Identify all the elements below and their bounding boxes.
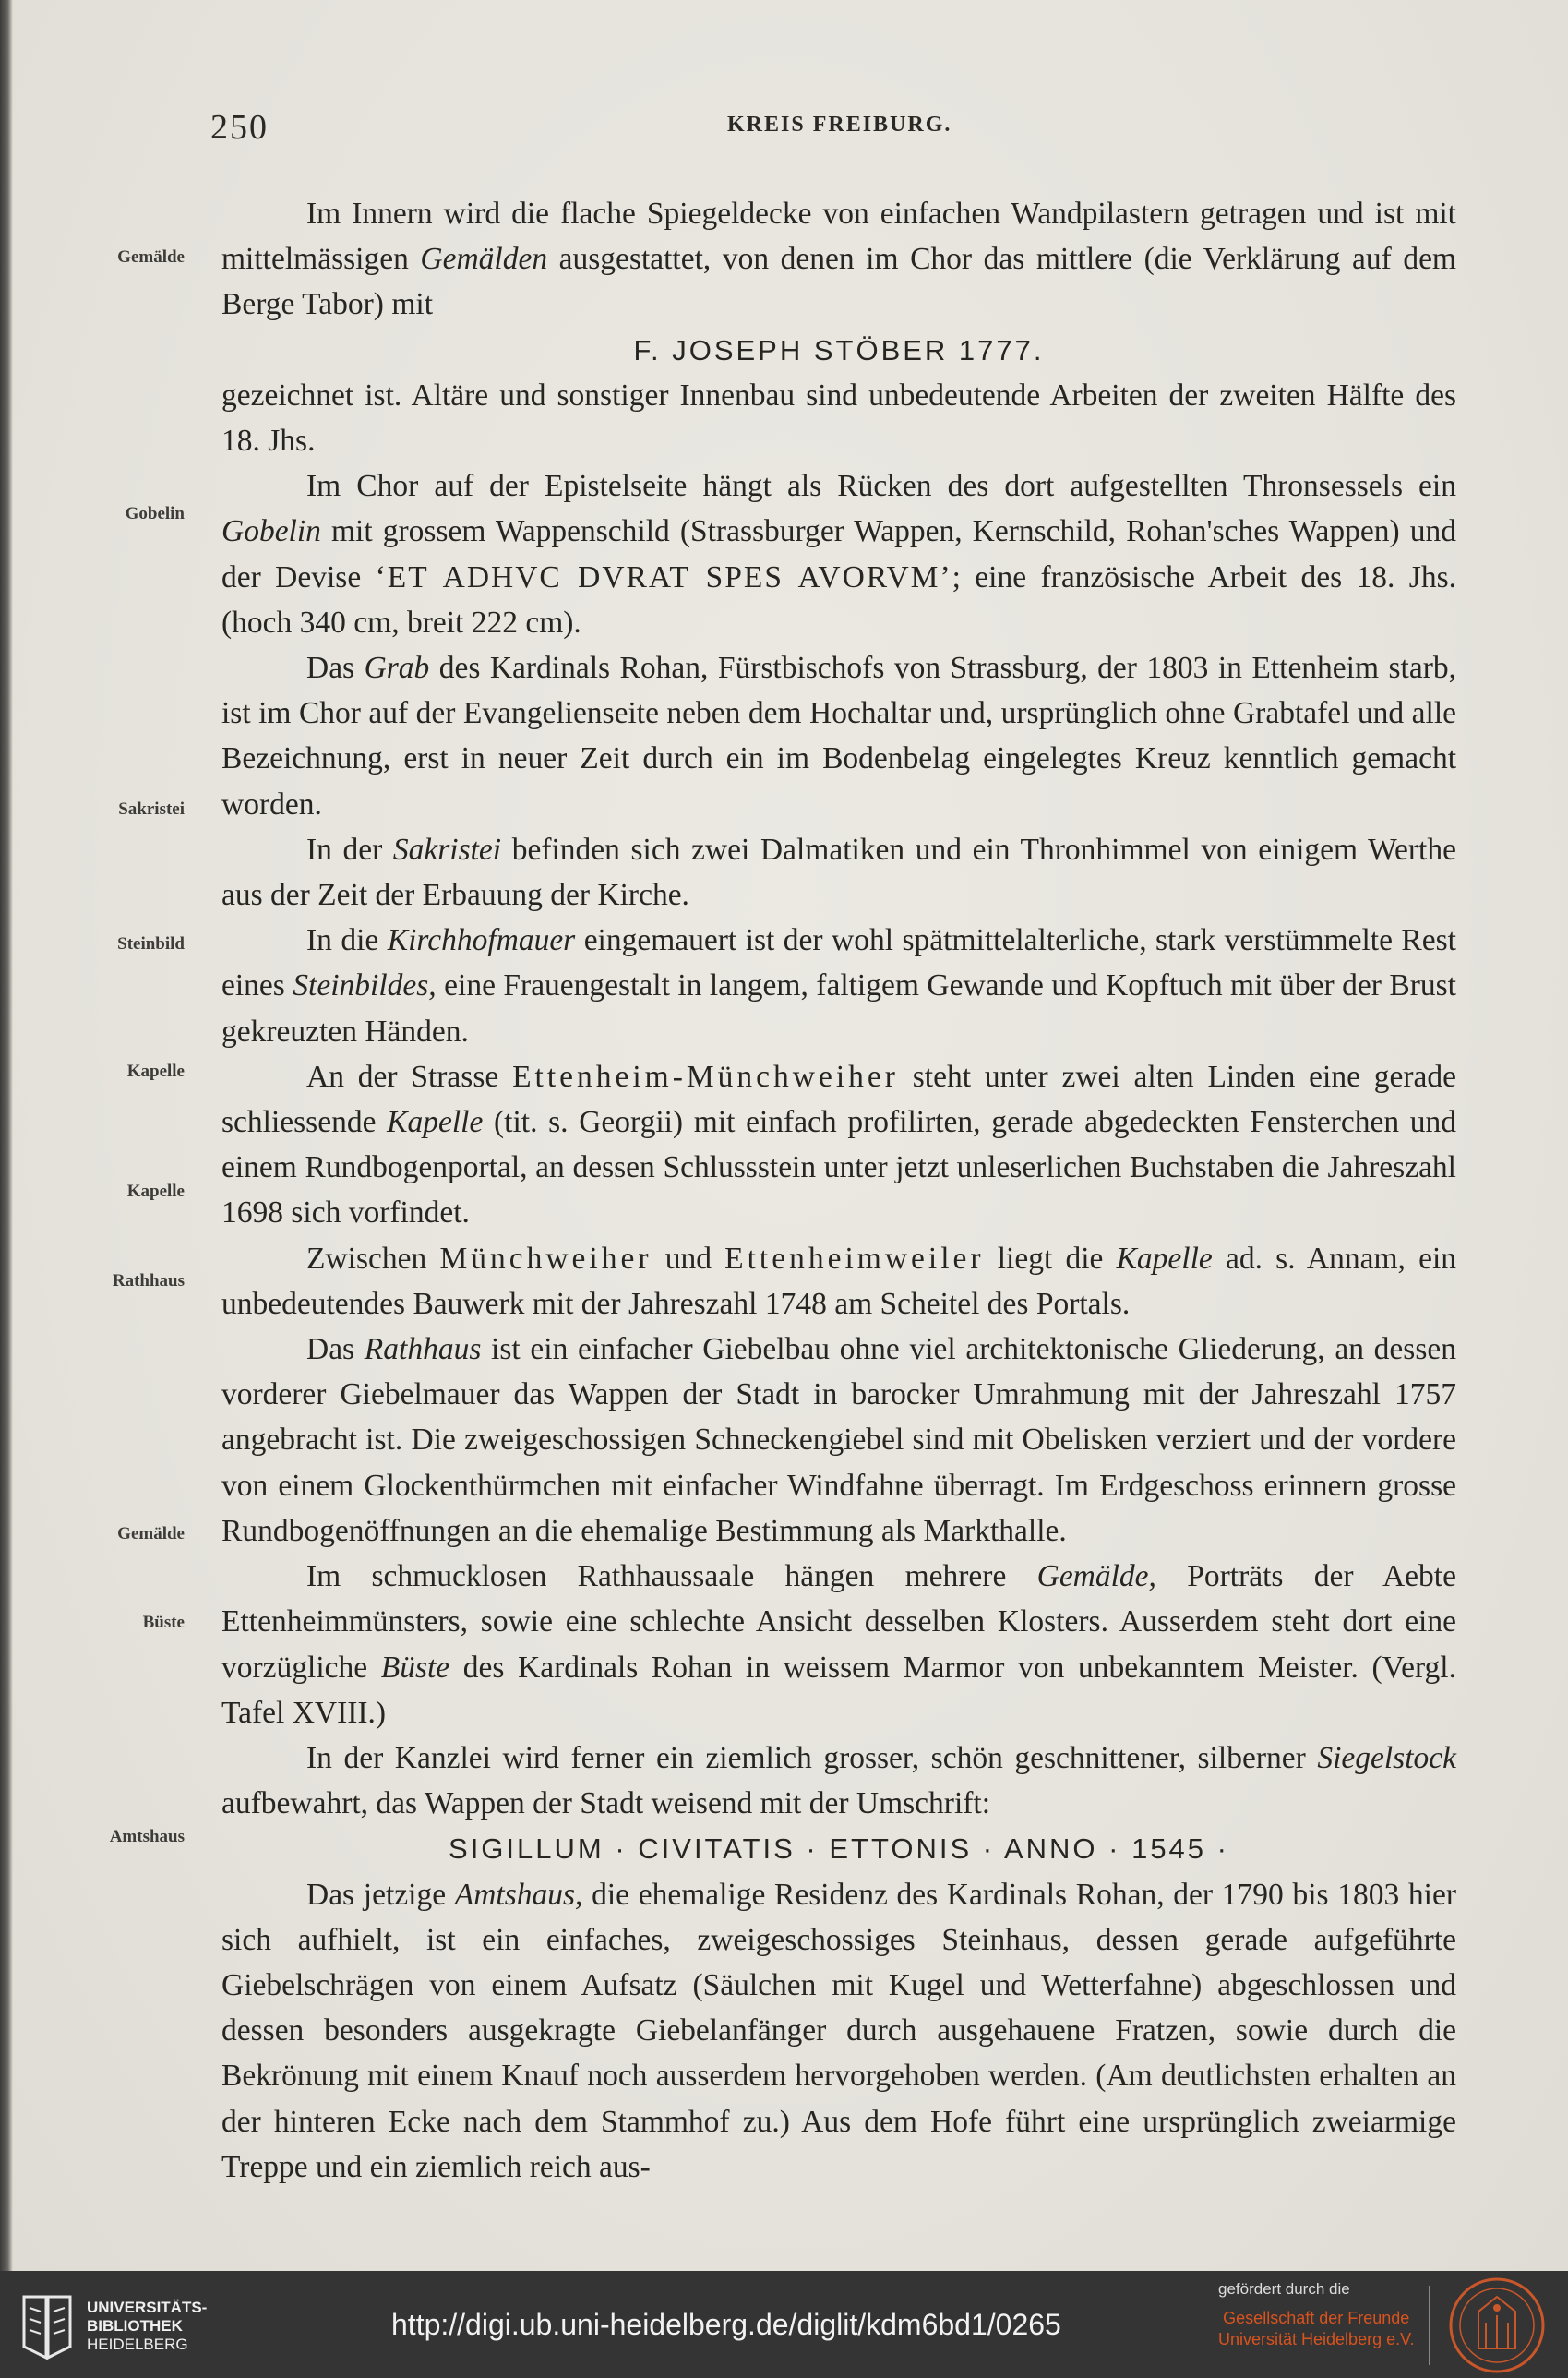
permalink-url[interactable]: http://digi.ub.uni-heidelberg.de/diglit/kdm6bd1/0265 [391,2308,1061,2341]
margin-note: Gemälde [117,247,185,267]
margin-note: Amtshaus [109,1827,185,1846]
page-header [210,107,1456,153]
page-number: 250 [210,108,269,147]
funded-by-text: gefördert durch die [1218,2280,1350,2298]
margin-note: Büste [142,1613,185,1632]
margin-note: Kapelle [126,1062,185,1081]
paragraph: Das Grab des Kardinals Rohan, Fürstbischofs von Strassburg, der 1803 in Ettenheim starb, ist im Chor auf der Evangelienseite neben dem Hochaltar und, ursprünglich ohne Grabtafel und alle Bezeichnung, erst in neuer Zeit durch ein im Bodenbelag eingelegtes Kreuz kenntlich gemacht worden. [221,651,1456,822]
margin-note: Kapelle [126,1182,185,1201]
paragraph: In die Kirchhofmauer eingemauert ist der wohl spätmittelalterliche, stark verstümmelte Rest eines Steinbildes, eine Frauengestalt in langem, faltigem Gewande und Kopftuch mit über der Brust gekreuzten Händen. [221,923,1456,1049]
paragraph: Im Innern wird die flache Spiegeldecke von einfachen Wandpilastern getragen und ist mit mittelmässigen Gemälden ausgestattet, von denen im Chor das mittlere (die Verklärung auf dem Berge Tabor) mit [221,197,1456,322]
footer-bar [0,2271,1568,2378]
library-name: UNIVERSITÄTS- BIBLIOTHEK HEIDELBERG [87,2299,208,2353]
margin-notes [0,0,203,2271]
margin-note: Sakristei [118,799,185,819]
university-seal-icon [1442,2275,1552,2376]
paragraph: Zwischen Münchweiher und Ettenheimweiler liegt die Kapelle ad. s. Annam, ein unbedeutendes Bauwerk mit der Jahreszahl 1748 am Scheitel des Portals. [221,1241,1457,1321]
body-text [221,191,1456,2190]
margin-note: Rathhaus [112,1271,185,1291]
footer-divider [1429,2286,1430,2365]
paragraph: Das Rathhaus ist ein einfacher Giebelbau ohne viel architektonische Gliederung, an dessen vorderer Giebelmauer das Wappen der Stadt in barocker Umrahmung mit der Jahreszahl 1757 angebracht ist. Die zweigeschossigen Schneckengiebel sind mit Obelisken verziert und der vordere von einem Glockenthürmchen mit einfacher Windfahne überragt. Im Erdgeschoss erinnern grosse Rundbogenöffnungen an die ehemalige Bestimmung als Markthalle. [221,1332,1456,1548]
paragraph: An der Strasse Ettenheim-Münchweiher steht unter zwei alten Linden eine gerade schliessende Kapelle (tit. s. Georgii) mit einfach profilirten, gerade abgedeckten Fensterchen und einem Rundbogenportal, an dessen Schlussstein unter jetzt unleserlichen Buchstaben die Jahreszahl 1698 sich vorfindet. [221,1059,1457,1231]
margin-note: Gobelin [125,504,185,523]
ub-heidelberg-logo-icon[interactable] [18,2291,76,2363]
society-name: Gesellschaft der Freunde Universität Heidelberg e.V. [1218,2309,1415,2348]
inscription-sigillum: SIGILLUM · CIVITATIS · ETTONIS · ANNO · 1545 · [449,1832,1229,1866]
margin-note: Gemälde [117,1524,185,1543]
paragraph: Im Chor auf der Epistelseite hängt als Rücken des dort aufgestellten Thronsessels ein Gobelin mit grossem Wappenschild (Strassburger Wappen, Kernschild, Rohan'sches Wappen) und der Devise ‘ET ADHVC DVRAT SPES AVORVM’; eine französische Arbeit des 18. Jhs. (hoch 340 cm, breit 222 cm). [221,469,1456,640]
paragraph: In der Kanzlei wird ferner ein ziemlich grosser, schön geschnittener, silberner Siegelstock aufbewahrt, das Wappen der Stadt weisend mit der Umschrift: [221,1740,1456,1821]
running-head: KREIS FREIBURG. [727,113,952,137]
paragraph: Das jetzige Amtshaus, die ehemalige Residenz des Kardinals Rohan, der 1790 bis 1803 hier sich aufhielt, ist ein einfaches, zweigeschossiges Steinhaus, dessen gerade aufgeführte Giebelschrägen von einem Aufsatz (Säulchen mit Kugel und Wetterfahne) abgeschlossen und dessen besonders ausgekragte Giebelanfänger durch ausgehauene Fratzen, sowie durch die Bekrönung mit einem Knauf noch ausserdem hervorgehoben werden. (Am deutlichsten erhalten an der hinteren Ecke nach dem Stammhof zu.) Aus dem Hofe führt eine ursprünglich zweiarmige Treppe und ein ziemlich reich aus- [221,1877,1456,2184]
paragraph: gezeichnet ist. Altäre und sonstiger Innenbau sind unbedeutende Arbeiten der zweiten Hälfte des 18. Jhs. [221,378,1456,459]
inscription-stober: F. JOSEPH STÖBER 1777. [633,333,1045,366]
margin-note: Steinbild [117,934,185,954]
paragraph: In der Sakristei befinden sich zwei Dalmatiken und ein Thronhimmel von einigem Werthe aus der Zeit der Erbauung der Kirche. [221,832,1456,913]
paragraph: Im schmucklosen Rathhaussaale hängen mehrere Gemälde, Porträts der Aebte Ettenheimmünsters, sowie eine schlechte Ansicht desselben Klosters. Ausserdem steht dort eine vorzügliche Büste des Kardinals Rohan in weissem Marmor von unbekanntem Meister. (Vergl. Tafel XVIII.) [221,1559,1456,1730]
